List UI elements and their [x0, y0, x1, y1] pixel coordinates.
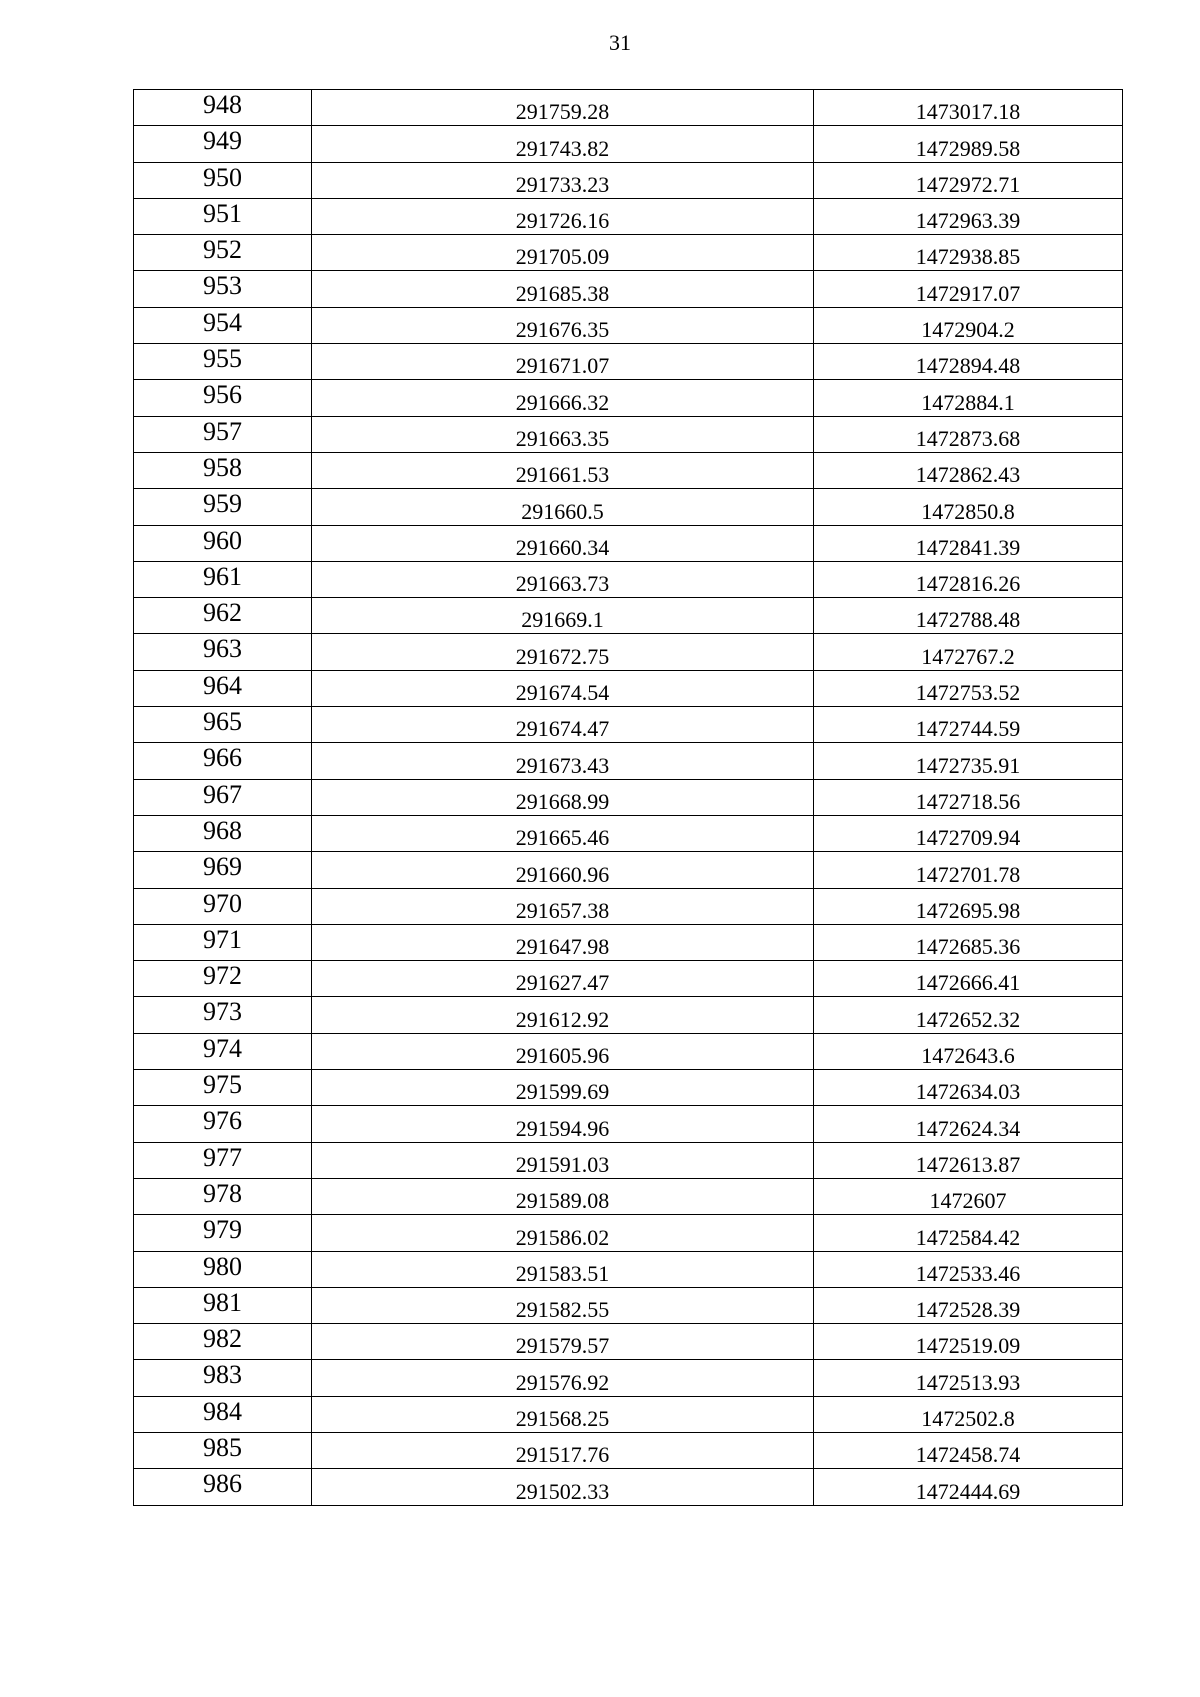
point-id-cell: 963 [134, 634, 312, 670]
x-coordinate-cell: 291657.38 [312, 888, 814, 924]
table-row [134, 1070, 1123, 1106]
point-id-cell: 979 [134, 1215, 312, 1251]
point-id-cell: 957 [134, 416, 312, 452]
coordinates-table [133, 89, 1123, 1506]
point-id-cell: 956 [134, 380, 312, 416]
y-coordinate-cell: 1472502.8 [814, 1396, 1123, 1432]
point-id-cell: 984 [134, 1396, 312, 1432]
x-coordinate-cell: 291665.46 [312, 815, 814, 851]
table-row [134, 1178, 1123, 1214]
table-row [134, 1469, 1123, 1505]
point-id-cell: 980 [134, 1251, 312, 1287]
point-id-cell: 958 [134, 452, 312, 488]
point-id-cell: 976 [134, 1106, 312, 1142]
x-coordinate-cell: 291660.96 [312, 852, 814, 888]
point-id-cell: 951 [134, 198, 312, 234]
x-coordinate-cell: 291589.08 [312, 1178, 814, 1214]
table-row [134, 1142, 1123, 1178]
x-coordinate-cell: 291599.69 [312, 1070, 814, 1106]
y-coordinate-cell: 1472744.59 [814, 707, 1123, 743]
point-id-cell: 961 [134, 561, 312, 597]
table-row [134, 126, 1123, 162]
point-id-cell: 960 [134, 525, 312, 561]
y-coordinate-cell: 1472873.68 [814, 416, 1123, 452]
y-coordinate-cell: 1472513.93 [814, 1360, 1123, 1396]
x-coordinate-cell: 291583.51 [312, 1251, 814, 1287]
point-id-cell: 962 [134, 598, 312, 634]
point-id-cell: 969 [134, 852, 312, 888]
y-coordinate-cell: 1472767.2 [814, 634, 1123, 670]
point-id-cell: 948 [134, 90, 312, 126]
x-coordinate-cell: 291579.57 [312, 1324, 814, 1360]
table-row [134, 525, 1123, 561]
x-coordinate-cell: 291594.96 [312, 1106, 814, 1142]
point-id-cell: 974 [134, 1033, 312, 1069]
x-coordinate-cell: 291759.28 [312, 90, 814, 126]
y-coordinate-cell: 1473017.18 [814, 90, 1123, 126]
table-row [134, 307, 1123, 343]
point-id-cell: 983 [134, 1360, 312, 1396]
table-row [134, 924, 1123, 960]
point-id-cell: 965 [134, 707, 312, 743]
point-id-cell: 968 [134, 815, 312, 851]
point-id-cell: 978 [134, 1178, 312, 1214]
x-coordinate-cell: 291612.92 [312, 997, 814, 1033]
point-id-cell: 964 [134, 670, 312, 706]
table-row [134, 561, 1123, 597]
table-row [134, 670, 1123, 706]
table-row [134, 1432, 1123, 1468]
y-coordinate-cell: 1472709.94 [814, 815, 1123, 851]
table-row [134, 271, 1123, 307]
point-id-cell: 949 [134, 126, 312, 162]
x-coordinate-cell: 291568.25 [312, 1396, 814, 1432]
point-id-cell: 955 [134, 344, 312, 380]
point-id-cell: 953 [134, 271, 312, 307]
table-row [134, 1033, 1123, 1069]
x-coordinate-cell: 291668.99 [312, 779, 814, 815]
point-id-cell: 966 [134, 743, 312, 779]
x-coordinate-cell: 291674.47 [312, 707, 814, 743]
point-id-cell: 973 [134, 997, 312, 1033]
y-coordinate-cell: 1472894.48 [814, 344, 1123, 380]
x-coordinate-cell: 291674.54 [312, 670, 814, 706]
point-id-cell: 986 [134, 1469, 312, 1505]
x-coordinate-cell: 291627.47 [312, 961, 814, 997]
point-id-cell: 950 [134, 162, 312, 198]
x-coordinate-cell: 291661.53 [312, 452, 814, 488]
table-row [134, 1396, 1123, 1432]
point-id-cell: 975 [134, 1070, 312, 1106]
y-coordinate-cell: 1472718.56 [814, 779, 1123, 815]
y-coordinate-cell: 1472533.46 [814, 1251, 1123, 1287]
y-coordinate-cell: 1472917.07 [814, 271, 1123, 307]
table-row [134, 452, 1123, 488]
x-coordinate-cell: 291660.34 [312, 525, 814, 561]
y-coordinate-cell: 1472989.58 [814, 126, 1123, 162]
y-coordinate-cell: 1472458.74 [814, 1432, 1123, 1468]
x-coordinate-cell: 291576.92 [312, 1360, 814, 1396]
y-coordinate-cell: 1472850.8 [814, 489, 1123, 525]
table-row [134, 779, 1123, 815]
y-coordinate-cell: 1472904.2 [814, 307, 1123, 343]
x-coordinate-cell: 291726.16 [312, 198, 814, 234]
y-coordinate-cell: 1472862.43 [814, 452, 1123, 488]
point-id-cell: 982 [134, 1324, 312, 1360]
x-coordinate-cell: 291705.09 [312, 235, 814, 271]
x-coordinate-cell: 291660.5 [312, 489, 814, 525]
x-coordinate-cell: 291672.75 [312, 634, 814, 670]
point-id-cell: 952 [134, 235, 312, 271]
table-row [134, 743, 1123, 779]
y-coordinate-cell: 1472634.03 [814, 1070, 1123, 1106]
y-coordinate-cell: 1472701.78 [814, 852, 1123, 888]
table-row [134, 1287, 1123, 1323]
coordinates-table-body [134, 90, 1123, 1506]
y-coordinate-cell: 1472695.98 [814, 888, 1123, 924]
y-coordinate-cell: 1472735.91 [814, 743, 1123, 779]
table-row [134, 1106, 1123, 1142]
x-coordinate-cell: 291591.03 [312, 1142, 814, 1178]
table-row [134, 416, 1123, 452]
y-coordinate-cell: 1472972.71 [814, 162, 1123, 198]
x-coordinate-cell: 291605.96 [312, 1033, 814, 1069]
y-coordinate-cell: 1472613.87 [814, 1142, 1123, 1178]
table-row [134, 961, 1123, 997]
x-coordinate-cell: 291663.73 [312, 561, 814, 597]
table-row [134, 997, 1123, 1033]
page-number: 31 [609, 30, 631, 55]
x-coordinate-cell: 291582.55 [312, 1287, 814, 1323]
y-coordinate-cell: 1472788.48 [814, 598, 1123, 634]
table-row [134, 852, 1123, 888]
table-row [134, 162, 1123, 198]
table-row [134, 489, 1123, 525]
point-id-cell: 959 [134, 489, 312, 525]
table-row [134, 90, 1123, 126]
point-id-cell: 977 [134, 1142, 312, 1178]
point-id-cell: 954 [134, 307, 312, 343]
table-row [134, 380, 1123, 416]
table-row [134, 198, 1123, 234]
table-row [134, 815, 1123, 851]
table-row [134, 707, 1123, 743]
table-row [134, 888, 1123, 924]
table-row [134, 1215, 1123, 1251]
x-coordinate-cell: 291586.02 [312, 1215, 814, 1251]
y-coordinate-cell: 1472841.39 [814, 525, 1123, 561]
x-coordinate-cell: 291666.32 [312, 380, 814, 416]
table-row [134, 344, 1123, 380]
y-coordinate-cell: 1472584.42 [814, 1215, 1123, 1251]
x-coordinate-cell: 291676.35 [312, 307, 814, 343]
table-row [134, 598, 1123, 634]
x-coordinate-cell: 291673.43 [312, 743, 814, 779]
x-coordinate-cell: 291663.35 [312, 416, 814, 452]
point-id-cell: 967 [134, 779, 312, 815]
point-id-cell: 972 [134, 961, 312, 997]
point-id-cell: 985 [134, 1432, 312, 1468]
x-coordinate-cell: 291685.38 [312, 271, 814, 307]
table-row [134, 235, 1123, 271]
y-coordinate-cell: 1472753.52 [814, 670, 1123, 706]
x-coordinate-cell: 291502.33 [312, 1469, 814, 1505]
y-coordinate-cell: 1472643.6 [814, 1033, 1123, 1069]
x-coordinate-cell: 291743.82 [312, 126, 814, 162]
y-coordinate-cell: 1472938.85 [814, 235, 1123, 271]
point-id-cell: 971 [134, 924, 312, 960]
x-coordinate-cell: 291733.23 [312, 162, 814, 198]
y-coordinate-cell: 1472528.39 [814, 1287, 1123, 1323]
y-coordinate-cell: 1472884.1 [814, 380, 1123, 416]
point-id-cell: 970 [134, 888, 312, 924]
table-row [134, 634, 1123, 670]
table-row [134, 1360, 1123, 1396]
y-coordinate-cell: 1472963.39 [814, 198, 1123, 234]
y-coordinate-cell: 1472607 [814, 1178, 1123, 1214]
y-coordinate-cell: 1472652.32 [814, 997, 1123, 1033]
y-coordinate-cell: 1472624.34 [814, 1106, 1123, 1142]
table-row [134, 1251, 1123, 1287]
x-coordinate-cell: 291647.98 [312, 924, 814, 960]
x-coordinate-cell: 291669.1 [312, 598, 814, 634]
y-coordinate-cell: 1472685.36 [814, 924, 1123, 960]
x-coordinate-cell: 291671.07 [312, 344, 814, 380]
y-coordinate-cell: 1472444.69 [814, 1469, 1123, 1505]
table-row [134, 1324, 1123, 1360]
y-coordinate-cell: 1472816.26 [814, 561, 1123, 597]
x-coordinate-cell: 291517.76 [312, 1432, 814, 1468]
y-coordinate-cell: 1472519.09 [814, 1324, 1123, 1360]
y-coordinate-cell: 1472666.41 [814, 961, 1123, 997]
point-id-cell: 981 [134, 1287, 312, 1323]
